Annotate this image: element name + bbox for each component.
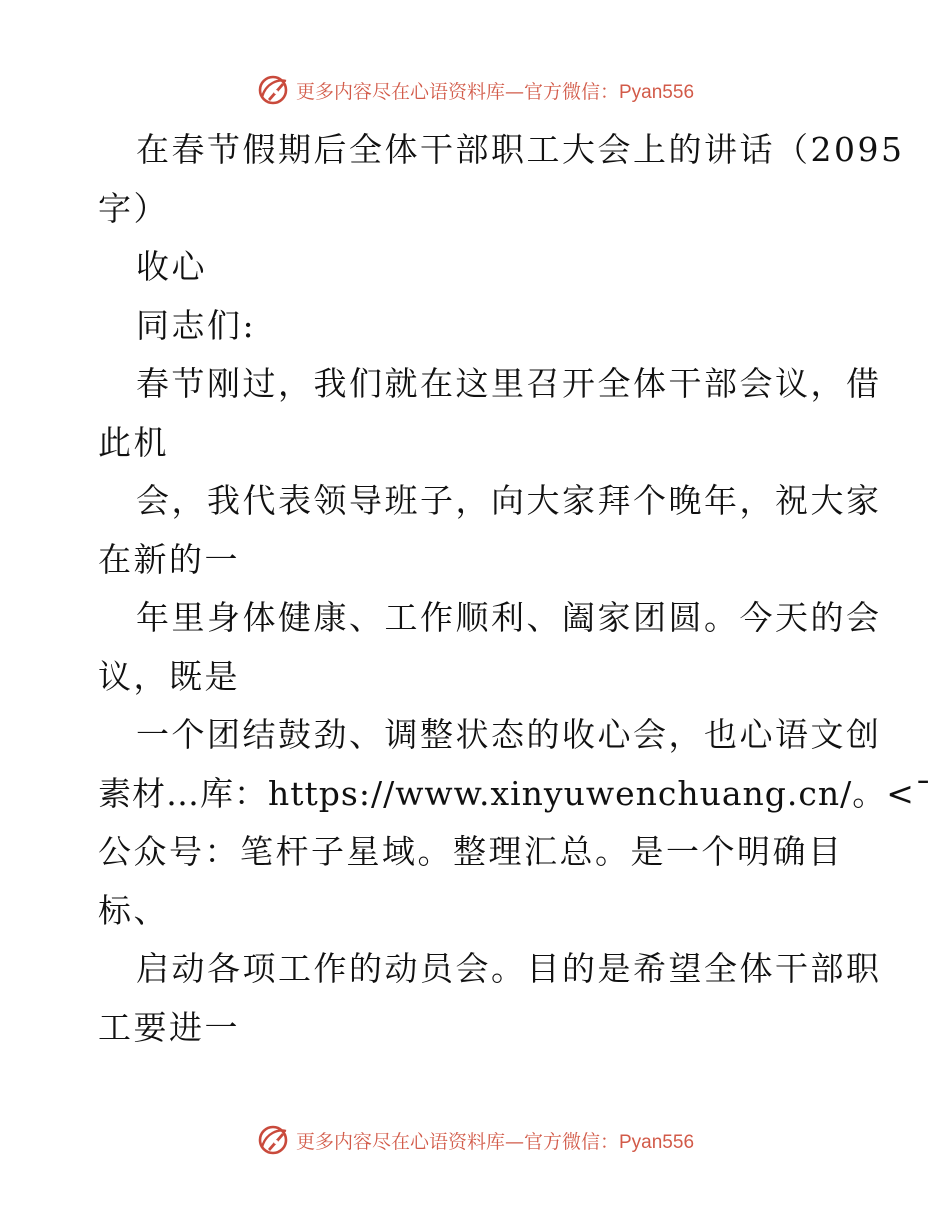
- header-slogan: 更多内容尽在心语资料库: [295, 80, 505, 103]
- document-body: [98, 121, 933, 1057]
- header-wechat-label: 官方微信：: [523, 80, 619, 103]
- footer-dash: —: [504, 1130, 524, 1153]
- doc-line-9: 年里身体健康、工作顺利、阖家团圆。今天的会: [136, 598, 882, 637]
- header-wechat-id: Pyan556: [619, 81, 695, 103]
- footer-slogan: 更多内容尽在心语资料库: [295, 1130, 505, 1153]
- header-banner: [0, 70, 950, 110]
- doc-line-10: 议，既是: [98, 656, 240, 696]
- pen-logo-icon: [256, 1123, 290, 1157]
- doc-line-15: 启动各项工作的动员会。目的是希望全体干部职: [136, 949, 882, 988]
- doc-line-5: 春节刚过，我们就在这里召开全体干部会议，借: [136, 364, 882, 403]
- doc-line-1: 在春节假期后全体干部职工大会上的讲话（2095: [136, 130, 905, 169]
- doc-line-14: 标、: [98, 890, 169, 930]
- doc-line-2: 字）: [98, 188, 169, 228]
- footer-wechat-id: Pyan556: [619, 1131, 695, 1153]
- doc-line-11: 一个团结鼓劲、调整状态的收心会，也心语文创: [136, 715, 882, 754]
- doc-line-6: 此机: [98, 422, 169, 462]
- footer-text: [296, 1127, 694, 1154]
- doc-line-16: 工要进一: [98, 1007, 240, 1047]
- doc-line-4: 同志们:: [136, 305, 257, 345]
- header-text: [296, 77, 694, 104]
- header-dash: —: [504, 80, 524, 103]
- doc-line-3: 收心: [136, 247, 207, 286]
- footer-banner: [0, 1120, 950, 1160]
- header-banner-content: [256, 73, 694, 107]
- doc-line-8: 在新的一: [98, 539, 240, 579]
- pen-logo-icon: [256, 73, 290, 107]
- doc-line-13: 公众号：笔杆子星域。整理汇总。是一个明确目: [98, 832, 844, 871]
- doc-line-7: 会，我代表领导班子，向大家拜个晚年，祝大家: [136, 481, 882, 520]
- footer-wechat-label: 官方微信：: [523, 1130, 619, 1153]
- footer-banner-content: [256, 1123, 694, 1157]
- doc-line-12: 素材…库：https://www.xinyuwenchuang.cn/。<¯: [98, 773, 933, 813]
